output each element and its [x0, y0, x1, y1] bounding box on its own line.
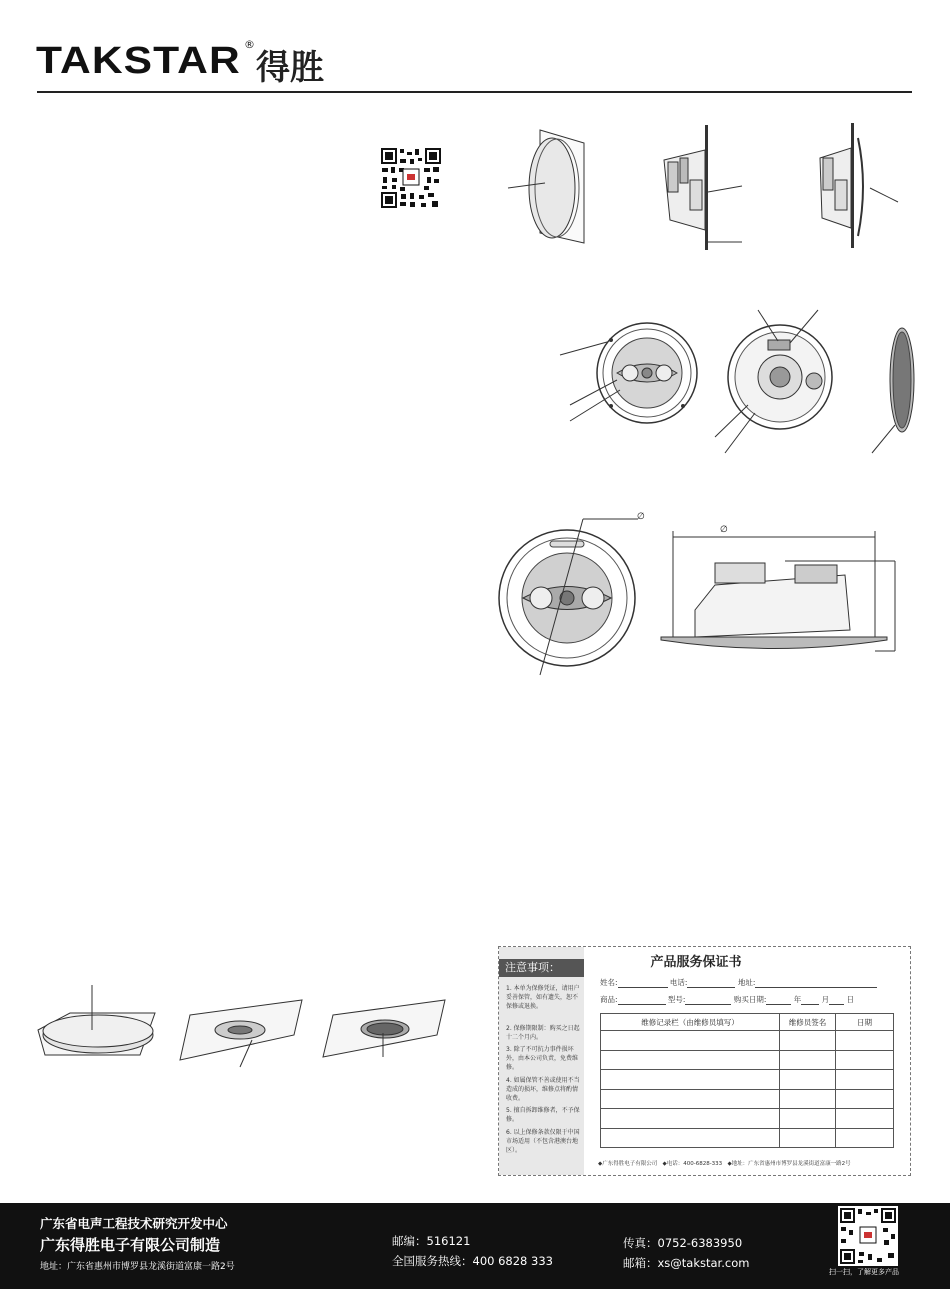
address-field[interactable] [755, 979, 877, 988]
notice-item: 3. 除了不可抗力事件损坏外，由本公司负责，免费维修。 [506, 1046, 579, 1071]
table-row [601, 1089, 894, 1109]
table-cell[interactable] [601, 1109, 780, 1129]
model-label: 型号: [667, 995, 686, 1004]
table-cell[interactable] [836, 1109, 894, 1129]
header-divider [37, 91, 912, 93]
address-label: 地址: [737, 978, 756, 987]
table-row [601, 1109, 894, 1129]
speaker-front-angle-diagram [500, 125, 600, 255]
table-cell[interactable] [836, 1089, 894, 1109]
table-cell[interactable] [780, 1089, 836, 1109]
table-cell[interactable] [836, 1050, 894, 1070]
notice-title: 注意事项： [499, 959, 584, 977]
card-title: 产品服务保证书 [650, 955, 742, 970]
speaker-front-view-diagram [555, 320, 705, 430]
table-header-row [601, 1014, 894, 1031]
table-cell[interactable] [836, 1128, 894, 1148]
table-cell[interactable] [601, 1050, 780, 1070]
qr-code-icon [380, 147, 442, 209]
table-cell[interactable] [780, 1128, 836, 1148]
table-cell[interactable] [601, 1031, 780, 1051]
table-cell[interactable] [836, 1031, 894, 1051]
footer-postcode: 邮编：516121 [392, 1234, 471, 1248]
diameter-label-side: ∅ [720, 525, 728, 535]
table-row [601, 1128, 894, 1148]
form-row-2 [600, 994, 854, 1005]
product-field[interactable] [618, 996, 666, 1005]
speaker-back-view-diagram [710, 305, 840, 455]
diameter-label-front: ∅ [637, 512, 645, 522]
day-label: 日 [846, 995, 855, 1004]
month-field[interactable] [801, 996, 819, 1005]
name-field[interactable] [618, 979, 668, 988]
speaker-front-dimension-diagram [495, 505, 655, 680]
table-cell[interactable] [601, 1089, 780, 1109]
card-footer-company: ◆广东得胜电子有限公司 [598, 1161, 658, 1167]
table-cell[interactable] [601, 1128, 780, 1148]
table-cell[interactable] [780, 1031, 836, 1051]
install-step-1-diagram [30, 985, 160, 1070]
phone-field[interactable] [687, 979, 735, 988]
table-cell[interactable] [780, 1070, 836, 1090]
phone-label: 电话: [669, 978, 688, 987]
brand-logo-chinese: 得胜 [256, 48, 324, 88]
table-header: 日期 [836, 1014, 894, 1031]
table-header: 维修记录栏（由维修员填写） [601, 1014, 780, 1031]
card-footer [598, 1159, 851, 1167]
card-footer-address: ◆地址：广东省惠州市博罗县龙溪街道富康一路2号 [727, 1161, 851, 1167]
table-cell[interactable] [601, 1070, 780, 1090]
table-cell[interactable] [836, 1070, 894, 1090]
card-footer-phone: ◆电话：400-6828-333 [662, 1161, 723, 1167]
repair-record-table [600, 1013, 894, 1148]
brand-logo: TAKSTAR [36, 40, 241, 82]
purchase-date-label: 购买日期: [733, 995, 767, 1004]
registered-mark: ® [244, 38, 255, 51]
footer-qr-code-icon [838, 1206, 898, 1266]
form-row-1 [600, 977, 877, 988]
table-cell[interactable] [780, 1050, 836, 1070]
month-label: 月 [821, 995, 830, 1004]
speaker-side-section-diagram [650, 120, 750, 255]
footer-scan-text: 扫一扫，了解更多产品 [829, 1268, 899, 1276]
install-step-2-diagram [172, 995, 307, 1070]
footer-center-name: 广东省电声工程技术研究开发中心 [40, 1216, 228, 1231]
day-field[interactable] [829, 996, 844, 1005]
table-row [601, 1031, 894, 1051]
speaker-side-grille-diagram [808, 118, 913, 256]
table-row [601, 1050, 894, 1070]
footer-address: 地址：广东省惠州市博罗县龙溪街道富康一路2号 [40, 1262, 235, 1272]
year-label: 年 [793, 995, 802, 1004]
footer-company: 广东得胜电子有限公司制造 [40, 1236, 221, 1254]
notice-item: 4. 如属保管不善或使用不当造成的损坏，维修点将酌情收费。 [506, 1077, 580, 1102]
table-cell[interactable] [780, 1109, 836, 1129]
notice-item: 5. 擅自拆卸维修者，不予保修。 [506, 1107, 580, 1123]
model-field[interactable] [685, 996, 731, 1005]
speaker-side-dimension-diagram [655, 525, 915, 665]
name-label: 姓名: [600, 978, 618, 987]
product-label: 商品: [600, 995, 618, 1004]
notice-item: 1. 本单为保修凭证，请用户妥善保管，如有遗失，恕不保修或退换。 [506, 985, 580, 1010]
table-row [601, 1070, 894, 1090]
install-step-3-diagram [315, 995, 450, 1070]
notice-item: 6. 以上保修条款仅限于中国市场适用（不包含港澳台地区）。 [506, 1129, 580, 1154]
speaker-grille-diagram [862, 325, 922, 457]
footer-fax: 传真：0752-6383950 [623, 1236, 743, 1250]
notice-item: 2. 保修期限制：购买之日起十二个月内。 [506, 1025, 580, 1041]
year-field[interactable] [766, 996, 791, 1005]
footer-email[interactable]: 邮箱：xs@takstar.com [623, 1256, 750, 1270]
table-header: 维修员签名 [780, 1014, 836, 1031]
footer-hotline[interactable]: 全国服务热线：400 6828 333 [392, 1254, 553, 1268]
